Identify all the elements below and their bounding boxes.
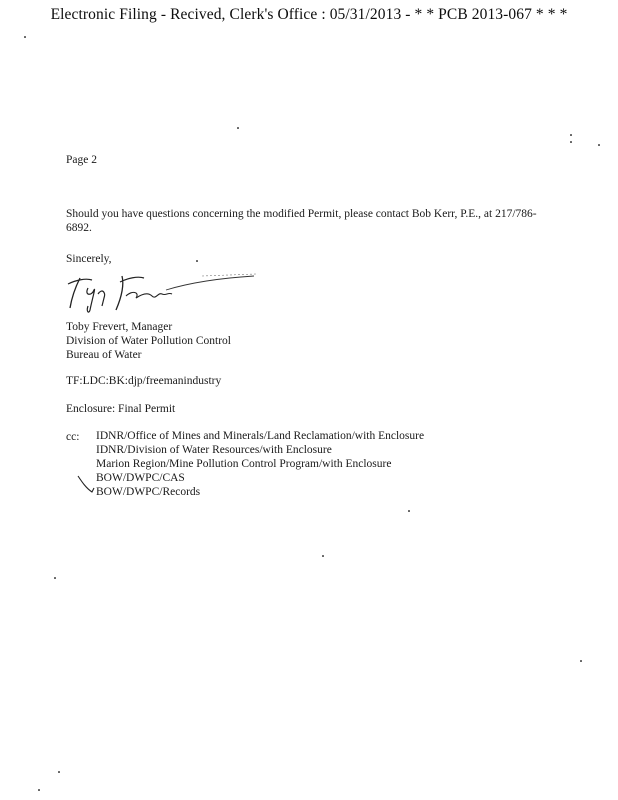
cc-recipient: BOW/DWPC/Records (96, 486, 201, 498)
scan-speck (38, 789, 40, 791)
letter-body: Should you have questions concerning the modified Permit, please contact Bob Kerr, P.E., at 217/786-6892. (66, 208, 537, 234)
handwritten-check-mark (76, 474, 98, 494)
cc-recipient: BOW/DWPC/CAS (96, 472, 185, 484)
signer-division: Division of Water Pollution Control (66, 335, 231, 347)
scan-speck (580, 660, 582, 662)
scan-speck (322, 555, 324, 557)
scan-speck (58, 771, 60, 773)
signer-block (66, 320, 231, 362)
scan-speck (570, 141, 572, 143)
scan-speck (598, 144, 600, 146)
scan-speck (237, 127, 239, 129)
cc-recipient: Marion Region/Mine Pollution Control Program/with Enclosure (96, 458, 392, 470)
cc-recipient: IDNR/Office of Mines and Minerals/Land Reclamation/with Enclosure (96, 430, 425, 442)
page-number: Page 2 (66, 154, 97, 166)
reference-initials: TF:LDC:BK:djp/freemanindustry (66, 375, 222, 387)
filing-stamp-header: Electronic Filing - Recived, Clerk's Office : 05/31/2013 - * * PCB 2013-067 * * * (50, 6, 568, 23)
handwritten-signature (62, 266, 262, 316)
enclosure-line: Enclosure: Final Permit (66, 403, 176, 415)
signer-bureau: Bureau of Water (66, 349, 142, 361)
scan-speck (196, 260, 198, 262)
cc-label: cc: (66, 431, 80, 443)
scan-speck (54, 577, 56, 579)
scan-speck (24, 36, 26, 38)
scan-speck (570, 134, 572, 136)
cc-recipient: IDNR/Division of Water Resources/with Enclosure (96, 444, 332, 456)
scan-speck (408, 510, 410, 512)
closing-salutation: Sincerely, (66, 253, 112, 265)
cc-recipient-list (96, 429, 424, 499)
signer-name-title: Toby Frevert, Manager (66, 321, 173, 333)
